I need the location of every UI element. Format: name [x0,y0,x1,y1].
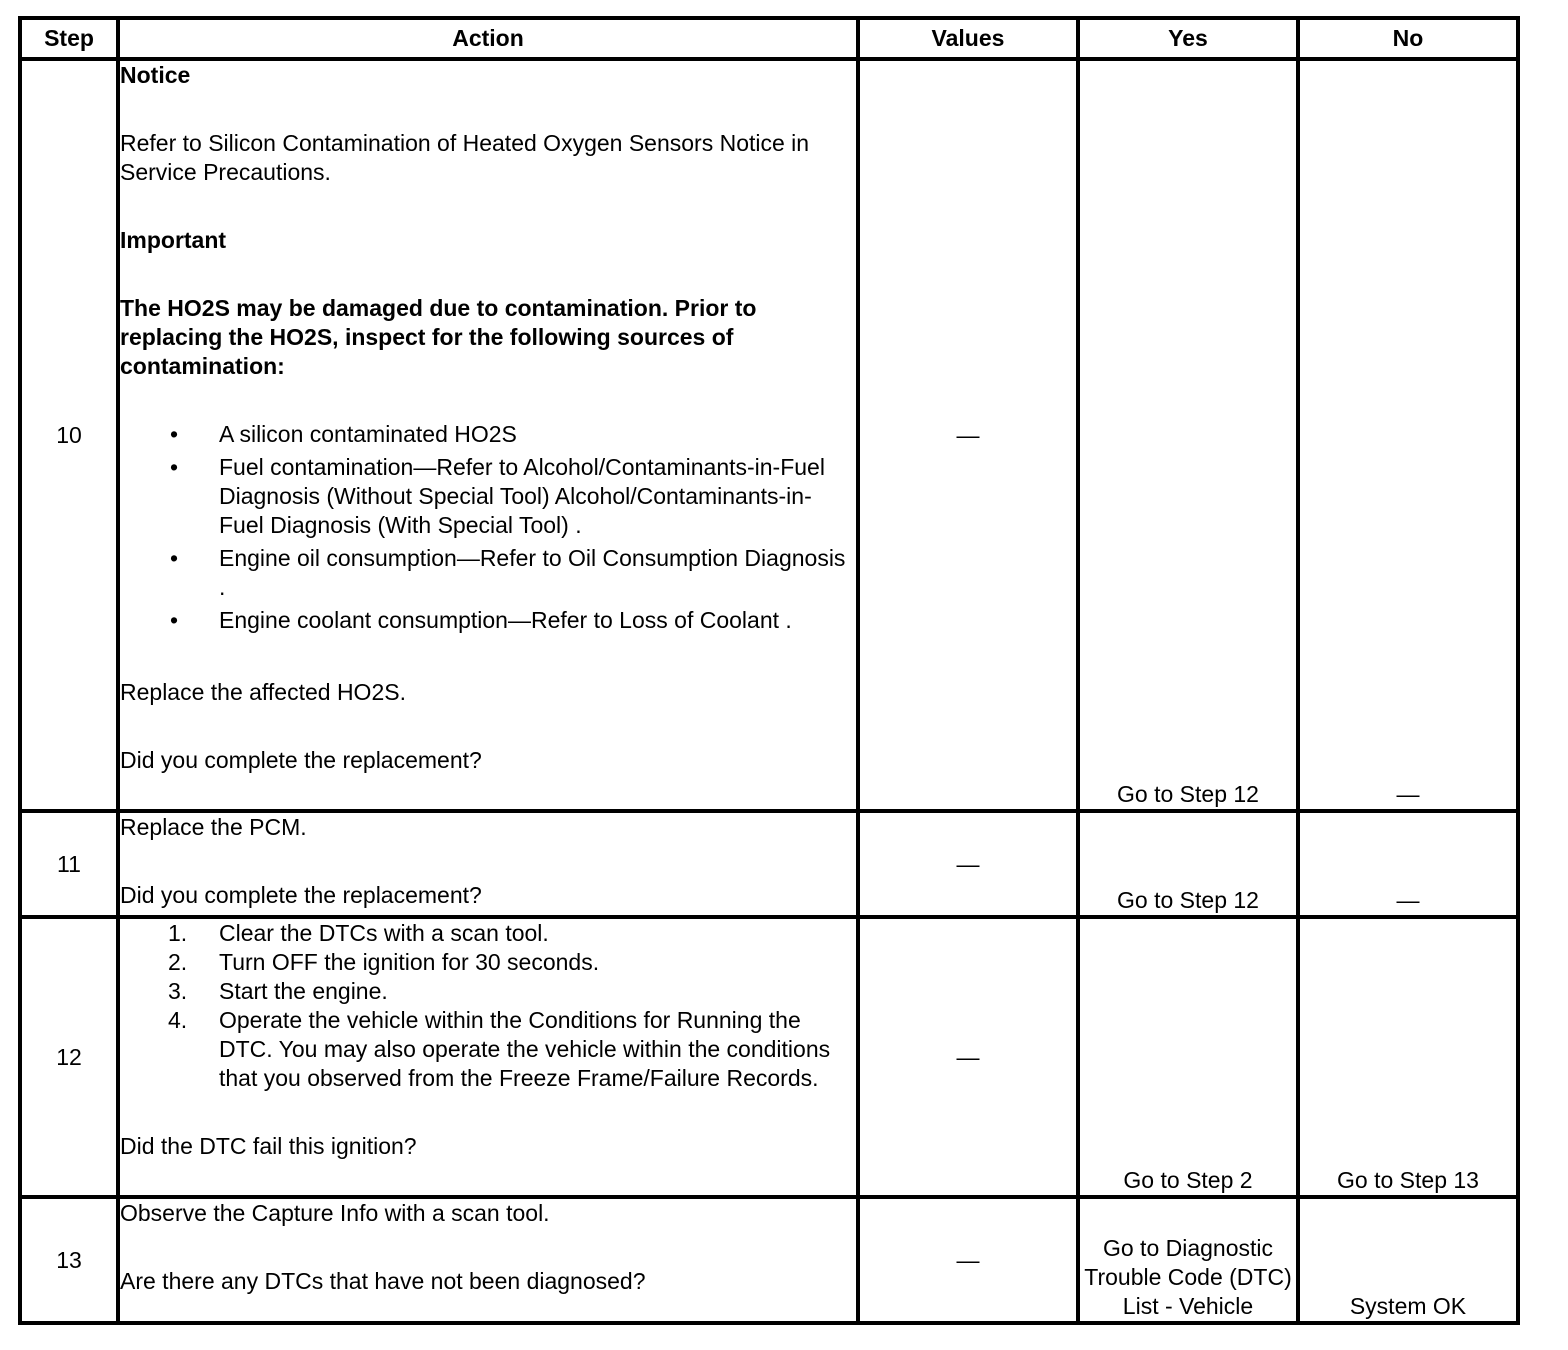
no-cell: — [1298,811,1518,917]
diagnostic-table [18,16,1520,1325]
header-action: Action [118,18,858,59]
list-item: 1. Clear the DTCs with a scan tool. [168,920,549,946]
action-cell [118,59,858,811]
question-text: Did the DTC fail this ignition? [120,1133,417,1159]
instruction-text: Replace the PCM. [120,814,307,840]
list-item: 2. Turn OFF the ignition for 30 seconds. [168,949,600,975]
list-item: 3. Start the engine. [168,978,388,1004]
list-item: 4. Operate the vehicle within the Conditions for Running the DTC. You may also operate the vehicle within the conditions that you observed from the Freeze Frame/Failure Records. [168,1007,831,1091]
notice-text: Refer to Silicon Contamination of Heated Oxygen Sensors Notice in Service Precautions. [120,130,810,185]
header-yes: Yes [1078,18,1298,59]
list-item: • A silicon contaminated HO2S [170,421,517,447]
instruction-text: Observe the Capture Info with a scan tool. [120,1200,550,1226]
important-text: The HO2S may be damaged due to contamination. Prior to replacing the HO2S, inspect for the following sources of contamination: [120,295,757,379]
action-cell [118,917,858,1197]
header-row [20,18,1518,59]
table-row-step-13 [20,1197,1518,1323]
values-cell: — [858,59,1078,811]
no-cell: Go to Step 13 [1298,917,1518,1197]
values-cell: — [858,1197,1078,1323]
table-row-step-10 [20,59,1518,811]
values-cell: — [858,917,1078,1197]
step-number: 10 [20,59,118,811]
list-item: • Engine coolant consumption—Refer to Loss of Coolant . [170,607,792,633]
step-number: 13 [20,1197,118,1323]
no-cell: — [1298,59,1518,811]
header-no: No [1298,18,1518,59]
bullet-icon: • [170,545,179,571]
action-cell [118,811,858,917]
list-item: • Engine oil consumption—Refer to Oil Consumption Diagnosis . [170,545,846,600]
notice-title: Notice [120,62,191,88]
action-cell [118,1197,858,1323]
header-values: Values [858,18,1078,59]
bullet-icon: • [170,607,179,633]
important-title: Important [120,227,227,253]
table-row-step-12 [20,917,1518,1197]
no-cell: System OK [1298,1197,1518,1323]
yes-cell: Go to Step 12 [1078,59,1298,811]
step-number: 12 [20,917,118,1197]
yes-cell: Go to Step 12 [1078,811,1298,917]
bullet-icon: • [170,421,179,447]
yes-cell: Go to Step 2 [1078,917,1298,1197]
step-number: 11 [20,811,118,917]
question-text: Did you complete the replacement? [120,747,482,773]
question-text: Did you complete the replacement? [120,882,482,908]
instruction-text: Replace the affected HO2S. [120,679,406,705]
bullet-icon: • [170,454,179,480]
list-item: • Fuel contamination—Refer to Alcohol/Contaminants-in-Fuel Diagnosis (Without Special Tool) Alcohol/Contaminants-in-Fuel Diagnosis (With Special Tool) . [170,454,825,538]
question-text: Are there any DTCs that have not been diagnosed? [120,1268,646,1294]
values-cell: — [858,811,1078,917]
header-step: Step [20,18,118,59]
contamination-list [120,420,856,635]
procedure-list [120,919,856,1093]
table-row-step-11 [20,811,1518,917]
yes-cell: Go to Diagnostic Trouble Code (DTC) List - Vehicle [1078,1197,1298,1323]
